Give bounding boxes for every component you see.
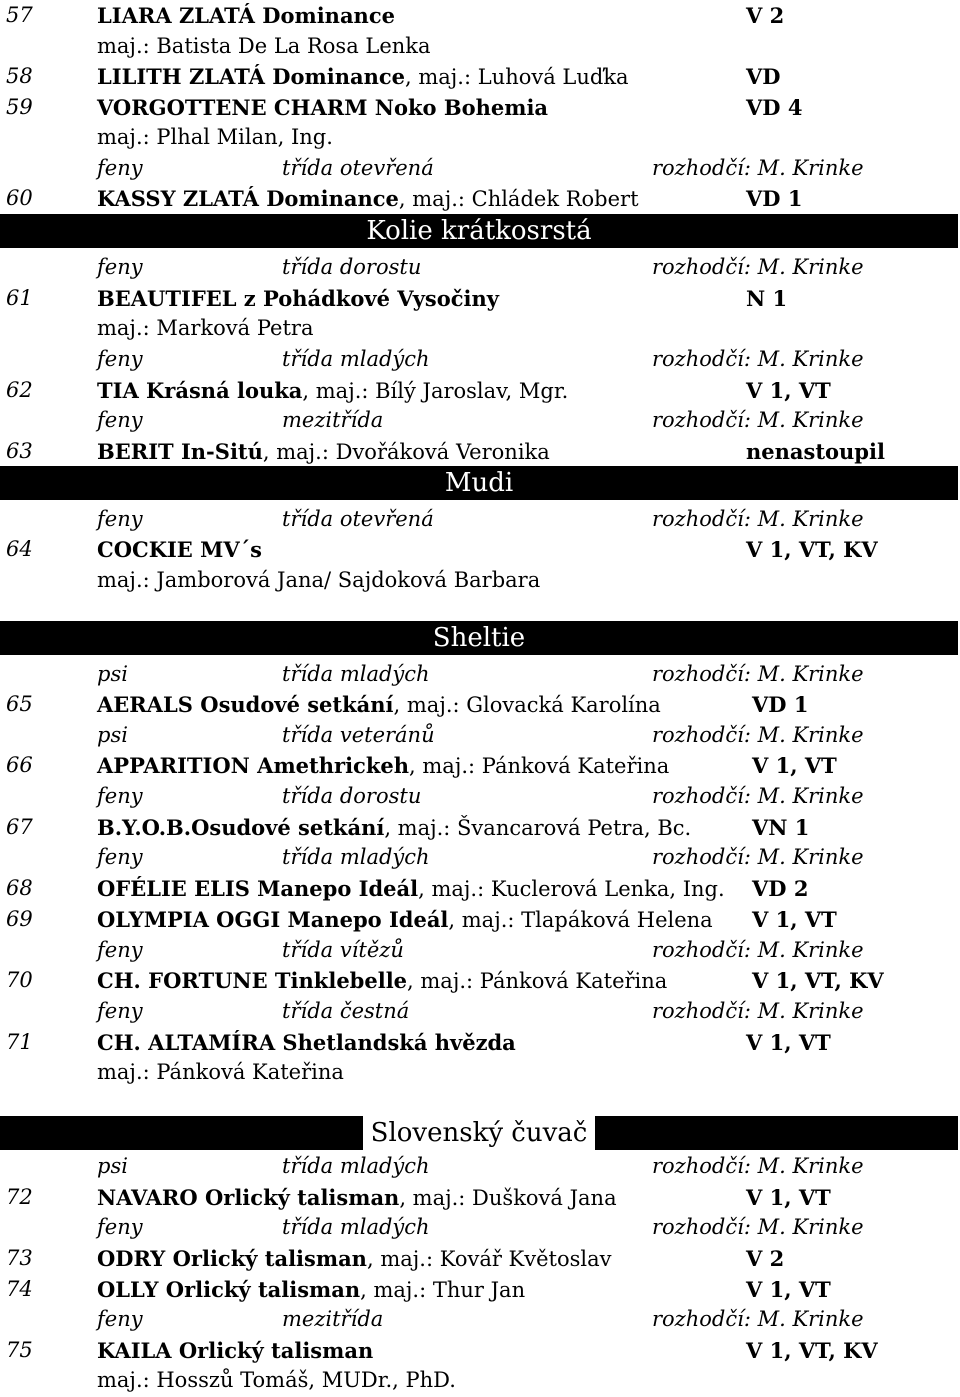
result: V 1, VT	[746, 1030, 831, 1055]
dog-name: VORGOTTENE CHARM Noko Bohemia	[97, 95, 549, 120]
dog-name: COCKIE MV´s	[97, 537, 262, 562]
result: N 1	[746, 286, 788, 311]
class-label: mezitřída	[282, 1307, 384, 1331]
judge-label: rozhodčí: M. Krinke	[652, 1307, 864, 1331]
judge-label: rozhodčí: M. Krinke	[652, 662, 864, 686]
owner: , maj.: Bílý Jaroslav, Mgr.	[302, 379, 569, 403]
dog-name: ODRY Orlický talisman, maj.: Kovář Květoslav	[97, 1246, 612, 1271]
owner: , maj.: Thur Jan	[360, 1278, 526, 1302]
class-label: třída čestná	[282, 999, 410, 1023]
judge-label: rozhodčí: M. Krinke	[652, 255, 864, 279]
entry-number: 62	[6, 378, 33, 402]
owner: maj.: Jamborová Jana/ Sajdoková Barbara	[97, 568, 541, 592]
owner: , maj.: Dušková Jana	[399, 1186, 617, 1210]
entry-number: 68	[6, 876, 33, 900]
dog-name: OLYMPIA OGGI Manepo Ideál, maj.: Tlapáková Helena	[97, 907, 713, 932]
owner: , maj.: Tlapáková Helena	[448, 908, 713, 932]
judge-label: rozhodčí: M. Krinke	[652, 784, 864, 808]
dog-name: OLLY Orlický talisman, maj.: Thur Jan	[97, 1277, 526, 1302]
dog-name: KASSY ZLATÁ Dominance, maj.: Chládek Robert	[97, 186, 639, 211]
sex-label: feny	[97, 408, 143, 432]
section-header-kolie: Kolie krátkosrstá	[0, 214, 958, 248]
result: VN 1	[752, 815, 810, 840]
entry-number: 70	[6, 968, 33, 992]
result: V 1, VT, KV	[752, 968, 884, 993]
dog-name: BERIT In-Sitú, maj.: Dvořáková Veronika	[97, 439, 550, 464]
judge-label: rozhodčí: M. Krinke	[652, 1215, 864, 1239]
entry-number: 69	[6, 907, 33, 931]
judge-label: rozhodčí: M. Krinke	[652, 1154, 864, 1178]
entry-number: 72	[6, 1185, 33, 1209]
class-label: třída otevřená	[282, 507, 434, 531]
entry-number: 61	[6, 286, 33, 310]
sex-label: psi	[97, 723, 128, 747]
sex-label: feny	[97, 507, 143, 531]
dog-name: LIARA ZLATÁ Dominance	[97, 3, 395, 28]
sex-label: psi	[97, 1154, 128, 1178]
judge-label: rozhodčí: M. Krinke	[652, 156, 864, 180]
sex-label: feny	[97, 999, 143, 1023]
class-label: třída otevřená	[282, 156, 434, 180]
class-label: třída mladých	[282, 1154, 430, 1178]
owner: , maj.: Chládek Robert	[398, 187, 639, 211]
sex-label: feny	[97, 347, 143, 371]
owner: maj.: Plhal Milan, Ing.	[97, 125, 333, 149]
class-label: třída veteránů	[282, 723, 435, 747]
dog-name: OFÉLIE ELIS Manepo Ideál, maj.: Kuclerová Lenka, Ing.	[97, 876, 725, 901]
entry-number: 75	[6, 1338, 33, 1362]
class-label: třída mladých	[282, 662, 430, 686]
class-label: třída dorostu	[282, 255, 422, 279]
result: V 1, VT	[752, 907, 837, 932]
sex-label: feny	[97, 938, 143, 962]
entry-number: 64	[6, 537, 33, 561]
class-label: třída vítězů	[282, 938, 404, 962]
class-label: třída mladých	[282, 845, 430, 869]
result: nenastoupil	[746, 439, 885, 464]
owner: , maj.: Kuclerová Lenka, Ing.	[418, 877, 725, 901]
judge-label: rozhodčí: M. Krinke	[652, 999, 864, 1023]
owner: , maj.: Dvořáková Veronika	[262, 440, 550, 464]
section-header-mudi: Mudi	[0, 466, 958, 500]
entry-number: 63	[6, 439, 33, 463]
dog-name: BEAUTIFEL z Pohádkové Vysočiny	[97, 286, 499, 311]
owner: maj.: Batista De La Rosa Lenka	[97, 34, 431, 58]
sex-label: feny	[97, 784, 143, 808]
sex-label: feny	[97, 156, 143, 180]
dog-name: AERALS Osudové setkání, maj.: Glovacká Karolína	[97, 692, 661, 717]
entry-number: 60	[6, 186, 33, 210]
result: VD 4	[746, 95, 803, 120]
sex-label: feny	[97, 255, 143, 279]
entry-number: 66	[6, 753, 33, 777]
owner: , maj.: Glovacká Karolína	[393, 693, 661, 717]
entry-number: 58	[6, 64, 33, 88]
result: VD	[746, 64, 781, 89]
section-header-slovensky-cuvac: Slovenský čuvač	[0, 1116, 958, 1150]
result: V 1, VT	[746, 1185, 831, 1210]
result: VD 1	[752, 692, 809, 717]
dog-name: B.Y.O.B.Osudové setkání, maj.: Švancarová Petra, Bc.	[97, 815, 692, 840]
judge-label: rozhodčí: M. Krinke	[652, 845, 864, 869]
class-label: třída dorostu	[282, 784, 422, 808]
judge-label: rozhodčí: M. Krinke	[652, 938, 864, 962]
entry-number: 57	[6, 3, 33, 27]
section-header-sheltie: Sheltie	[0, 621, 958, 655]
result: V 1, VT, KV	[746, 1338, 878, 1363]
owner: maj.: Marková Petra	[97, 316, 314, 340]
dog-name: TIA Krásná louka, maj.: Bílý Jaroslav, Mgr.	[97, 378, 569, 403]
owner: maj.: Pánková Kateřina	[97, 1060, 344, 1084]
owner: , maj.: Luhová Luďka	[405, 65, 629, 89]
result: VD 2	[752, 876, 809, 901]
sex-label: feny	[97, 1215, 143, 1239]
class-label: mezitřída	[282, 408, 384, 432]
judge-label: rozhodčí: M. Krinke	[652, 723, 864, 747]
result: VD 1	[746, 186, 803, 211]
result: V 1, VT	[746, 378, 831, 403]
class-label: třída mladých	[282, 1215, 430, 1239]
class-label: třída mladých	[282, 347, 430, 371]
entry-number: 71	[6, 1030, 33, 1054]
entry-number: 74	[6, 1277, 33, 1301]
dog-name: NAVARO Orlický talisman, maj.: Dušková Jana	[97, 1185, 617, 1210]
dog-name: CH. ALTAMÍRA Shetlandská hvězda	[97, 1030, 516, 1055]
entry-number: 67	[6, 815, 33, 839]
judge-label: rozhodčí: M. Krinke	[652, 347, 864, 371]
sex-label: psi	[97, 662, 128, 686]
result: V 1, VT	[752, 753, 837, 778]
owner: , maj.: Pánková Kateřina	[407, 969, 668, 993]
owner: maj.: Hosszů Tomáš, MUDr., PhD.	[97, 1368, 456, 1392]
entry-number: 65	[6, 692, 33, 716]
dog-name: CH. FORTUNE Tinklebelle, maj.: Pánková Kateřina	[97, 968, 668, 993]
result: V 1, VT	[746, 1277, 831, 1302]
dog-name: APPARITION Amethrickeh, maj.: Pánková Kateřina	[97, 753, 670, 778]
dog-name: LILITH ZLATÁ Dominance, maj.: Luhová Luďka	[97, 64, 629, 89]
result: V 1, VT, KV	[746, 537, 878, 562]
judge-label: rozhodčí: M. Krinke	[652, 408, 864, 432]
owner: , maj.: Švancarová Petra, Bc.	[384, 816, 692, 840]
owner: , maj.: Kovář Květoslav	[366, 1247, 612, 1271]
entry-number: 73	[6, 1246, 33, 1270]
sex-label: feny	[97, 845, 143, 869]
entry-number: 59	[6, 95, 33, 119]
judge-label: rozhodčí: M. Krinke	[652, 507, 864, 531]
result: V 2	[746, 1246, 785, 1271]
result: V 2	[746, 3, 785, 28]
dog-name: KAILA Orlický talisman	[97, 1338, 374, 1363]
sex-label: feny	[97, 1307, 143, 1331]
owner: , maj.: Pánková Kateřina	[409, 754, 670, 778]
